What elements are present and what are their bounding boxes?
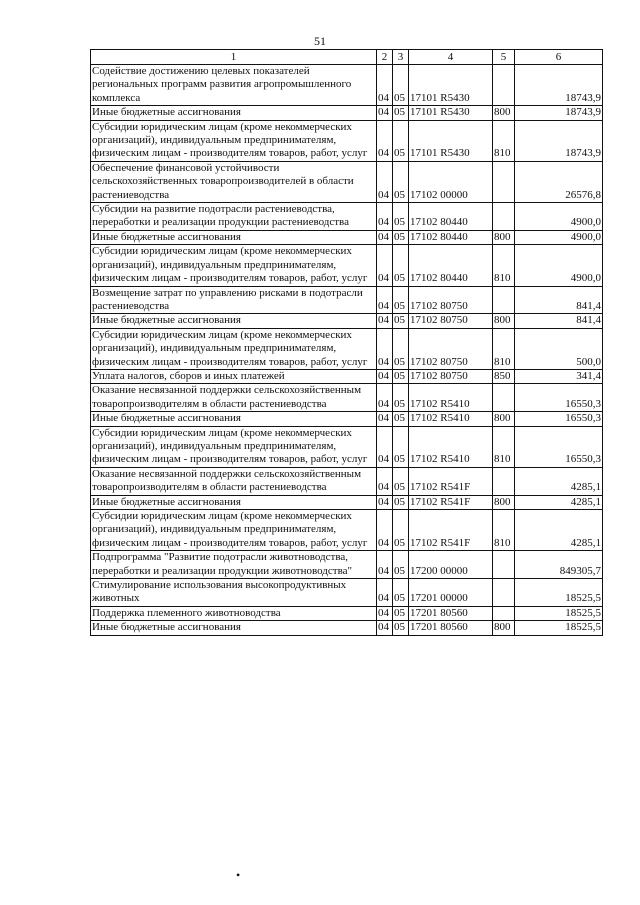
item-name: Субсидии юридическим лицам (кроме некоммерческих организаций), индивидуальным предпринимателям, физическим лицам - производителям товаров, работ, услуг [91,120,377,161]
amount: 18743,9 [515,65,603,106]
target-article-code: 17101 R5430 [409,106,493,120]
expense-type-code [493,286,515,314]
table-row [91,495,603,509]
item-name: Обеспечение финансовой устойчивости сельскохозяйственных товаропроизводителей в области растениеводства [91,161,377,202]
section-code: 04 [377,579,393,607]
amount: 4900,0 [515,203,603,231]
subsection-code: 05 [393,65,409,106]
expense-type-code [493,65,515,106]
target-article-code: 17102 00000 [409,161,493,202]
section-code: 04 [377,65,393,106]
target-article-code: 17102 R541F [409,467,493,495]
amount: 18525,5 [515,579,603,607]
section-code: 04 [377,551,393,579]
header-row [91,50,603,65]
target-article-code: 17201 00000 [409,579,493,607]
expense-type-code: 810 [493,328,515,369]
expense-type-code: 810 [493,510,515,551]
subsection-code: 05 [393,314,409,328]
expense-type-code [493,203,515,231]
subsection-code: 05 [393,328,409,369]
subsection-code: 05 [393,412,409,426]
table-row [91,161,603,202]
section-code: 04 [377,120,393,161]
target-article-code: 17102 R5410 [409,426,493,467]
target-article-code: 17102 80440 [409,230,493,244]
item-name: Иные бюджетные ассигнования [91,314,377,328]
table-row [91,510,603,551]
amount: 18743,9 [515,106,603,120]
amount: 500,0 [515,328,603,369]
table-row [91,551,603,579]
section-code: 04 [377,161,393,202]
amount: 18525,5 [515,621,603,635]
table-row [91,314,603,328]
section-code: 04 [377,106,393,120]
section-code: 04 [377,426,393,467]
expense-type-code: 800 [493,314,515,328]
subsection-code: 05 [393,106,409,120]
table-row [91,106,603,120]
subsection-code: 05 [393,510,409,551]
amount: 341,4 [515,369,603,383]
section-code: 04 [377,510,393,551]
amount: 16550,3 [515,426,603,467]
subsection-code: 05 [393,245,409,286]
amount: 18743,9 [515,120,603,161]
subsection-code: 05 [393,161,409,202]
subsection-code: 05 [393,467,409,495]
expense-type-code: 810 [493,245,515,286]
section-code: 04 [377,314,393,328]
header-col-4: 4 [409,50,493,65]
amount: 849305,7 [515,551,603,579]
subsection-code: 05 [393,495,409,509]
item-name: Оказание несвязанной поддержки сельскохозяйственным товаропроизводителям в области растениеводства [91,384,377,412]
section-code: 04 [377,369,393,383]
table-row [91,412,603,426]
target-article-code: 17101 R5430 [409,120,493,161]
target-article-code: 17102 R5410 [409,412,493,426]
item-name: Субсидии юридическим лицам (кроме некоммерческих организаций), индивидуальным предпринимателям, физическим лицам - производителям товаров, работ, услуг [91,245,377,286]
table-row [91,384,603,412]
section-code: 04 [377,495,393,509]
amount: 4285,1 [515,510,603,551]
section-code: 04 [377,230,393,244]
expense-type-code [493,384,515,412]
expense-type-code [493,467,515,495]
target-article-code: 17102 80750 [409,369,493,383]
section-code: 04 [377,606,393,620]
subsection-code: 05 [393,579,409,607]
amount: 4285,1 [515,467,603,495]
expense-type-code: 800 [493,412,515,426]
header-col-2: 2 [377,50,393,65]
table-row [91,286,603,314]
section-code: 04 [377,286,393,314]
footer-mark: • [236,868,241,882]
subsection-code: 05 [393,369,409,383]
subsection-code: 05 [393,384,409,412]
item-name: Поддержка племенного животноводства [91,606,377,620]
item-name: Иные бюджетные ассигнования [91,621,377,635]
item-name: Содействие достижению целевых показателей региональных программ развития агропромышленного комплекса [91,65,377,106]
table-row [91,245,603,286]
subsection-code: 05 [393,426,409,467]
subsection-code: 05 [393,230,409,244]
section-code: 04 [377,412,393,426]
item-name: Иные бюджетные ассигнования [91,412,377,426]
target-article-code: 17102 80750 [409,328,493,369]
item-name: Иные бюджетные ассигнования [91,495,377,509]
subsection-code: 05 [393,203,409,231]
table-row [91,65,603,106]
item-name: Субсидии юридическим лицам (кроме некоммерческих организаций), индивидуальным предпринимателям, физическим лицам - производителям товаров, работ, услуг [91,510,377,551]
amount: 16550,3 [515,384,603,412]
item-name: Иные бюджетные ассигнования [91,106,377,120]
budget-table [90,49,603,636]
expense-type-code [493,606,515,620]
section-code: 04 [377,384,393,412]
table-row [91,203,603,231]
target-article-code: 17201 80560 [409,606,493,620]
section-code: 04 [377,245,393,286]
item-name: Уплата налогов, сборов и иных платежей [91,369,377,383]
amount: 16550,3 [515,412,603,426]
page-number: 51 [314,34,326,48]
item-name: Иные бюджетные ассигнования [91,230,377,244]
table-row [91,606,603,620]
header-col-6: 6 [515,50,603,65]
section-code: 04 [377,328,393,369]
expense-type-code: 800 [493,106,515,120]
header-col-1: 1 [91,50,377,65]
subsection-code: 05 [393,286,409,314]
expense-type-code [493,579,515,607]
target-article-code: 17200 00000 [409,551,493,579]
target-article-code: 17102 R541F [409,510,493,551]
amount: 26576,8 [515,161,603,202]
item-name: Возмещение затрат по управлению рисками в подотрасли растениеводства [91,286,377,314]
item-name: Субсидии юридическим лицам (кроме некоммерческих организаций), индивидуальным предпринимателям, физическим лицам - производителям товаров, работ, услуг [91,426,377,467]
expense-type-code: 810 [493,120,515,161]
section-code: 04 [377,467,393,495]
subsection-code: 05 [393,551,409,579]
header-col-5: 5 [493,50,515,65]
expense-type-code: 800 [493,621,515,635]
target-article-code: 17101 R5430 [409,65,493,106]
subsection-code: 05 [393,606,409,620]
table-row [91,467,603,495]
table-row [91,369,603,383]
target-article-code: 17102 80750 [409,286,493,314]
section-code: 04 [377,621,393,635]
expense-type-code [493,161,515,202]
table-body [91,65,603,636]
table-row [91,328,603,369]
amount: 4900,0 [515,245,603,286]
table-row [91,426,603,467]
target-article-code: 17102 80440 [409,203,493,231]
amount: 4285,1 [515,495,603,509]
expense-type-code [493,551,515,579]
header-col-3: 3 [393,50,409,65]
target-article-code: 17102 80750 [409,314,493,328]
target-article-code: 17102 R5410 [409,384,493,412]
item-name: Оказание несвязанной поддержки сельскохозяйственным товаропроизводителям в области растениеводства [91,467,377,495]
table-row [91,120,603,161]
table-row [91,230,603,244]
target-article-code: 17102 R541F [409,495,493,509]
section-code: 04 [377,203,393,231]
item-name: Субсидии на развитие подотрасли растениеводства, переработки и реализации продукции растениеводства [91,203,377,231]
target-article-code: 17201 80560 [409,621,493,635]
target-article-code: 17102 80440 [409,245,493,286]
item-name: Подпрограмма "Развитие подотрасли животноводства, переработки и реализации продукции животноводства" [91,551,377,579]
expense-type-code: 800 [493,495,515,509]
amount: 4900,0 [515,230,603,244]
amount: 841,4 [515,286,603,314]
amount: 18525,5 [515,606,603,620]
subsection-code: 05 [393,621,409,635]
table-row [91,579,603,607]
table-row [91,621,603,635]
item-name: Субсидии юридическим лицам (кроме некоммерческих организаций), индивидуальным предпринимателям, физическим лицам - производителям товаров, работ, услуг [91,328,377,369]
expense-type-code: 800 [493,230,515,244]
expense-type-code: 850 [493,369,515,383]
item-name: Стимулирование использования высокопродуктивных животных [91,579,377,607]
subsection-code: 05 [393,120,409,161]
amount: 841,4 [515,314,603,328]
expense-type-code: 810 [493,426,515,467]
